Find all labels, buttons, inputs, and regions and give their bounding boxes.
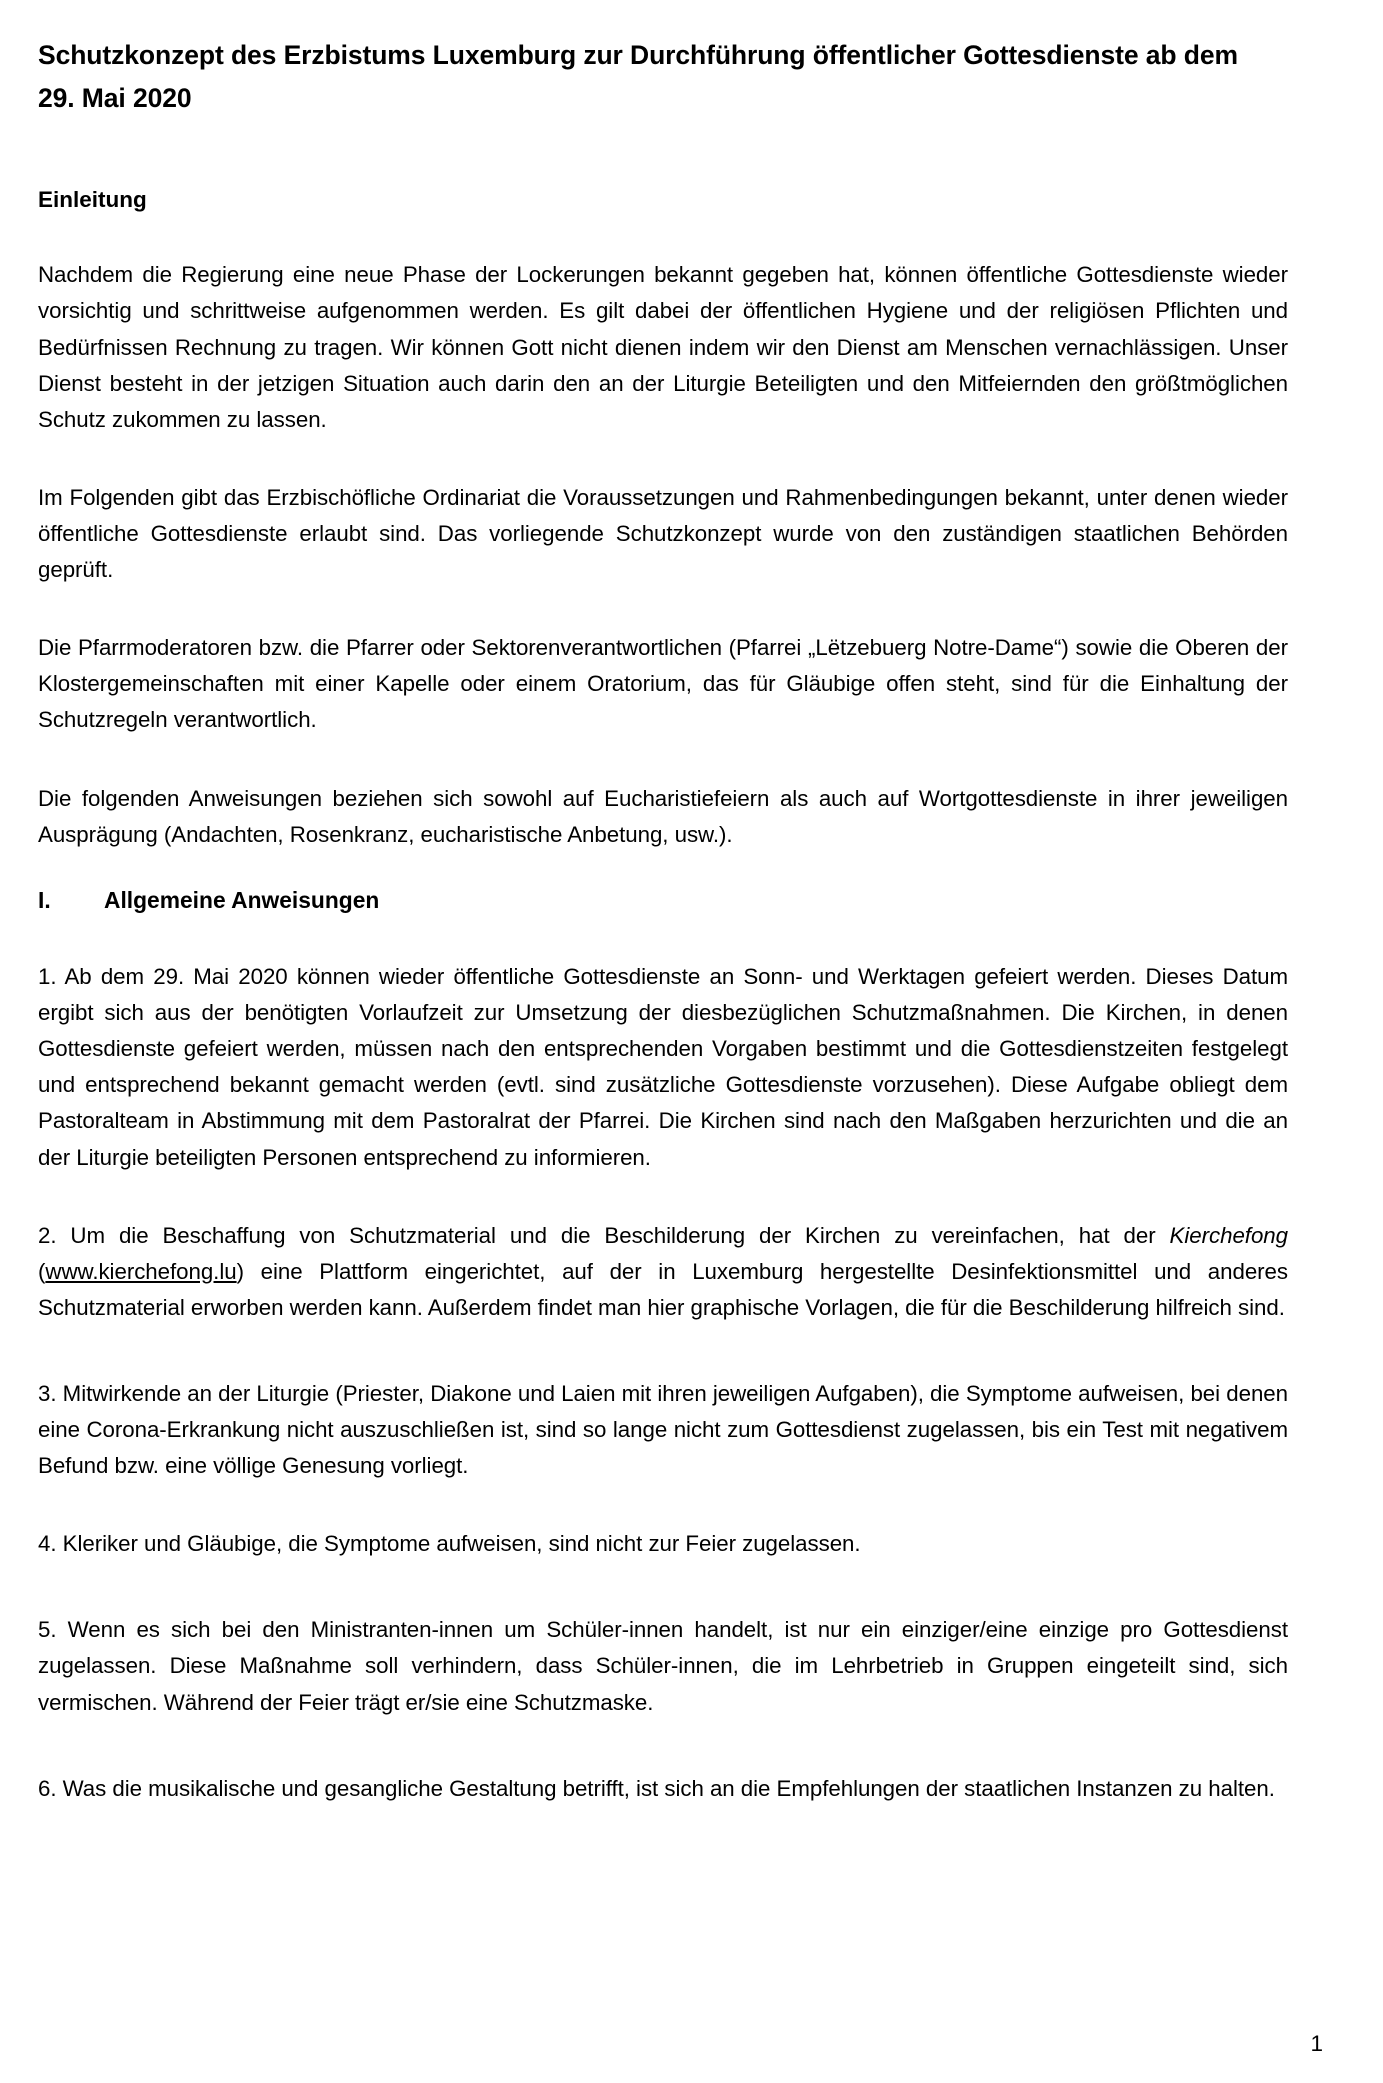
item-2-tail-text: ) eine Plattform eingerichtet, auf der in Luxemburg hergestellte Desinfektionsmittel und anderes Schutzmaterial erworben werden kann. Außerdem findet man hier graphische Vorlagen, die für die Beschilderung hilfreich sind.	[38, 1258, 1288, 1320]
intro-paragraph-4: Die folgenden Anweisungen beziehen sich sowohl auf Eucharistiefeiern als auch auf Wortgottesdienste in ihrer jeweiligen Ausprägung (Andachten, Rosenkranz, eucharistische Anbetung, usw.).	[38, 785, 1288, 847]
intro-paragraph-1: Nachdem die Regierung eine neue Phase der Lockerungen bekannt gegeben hat, können öffentliche Gottesdienste wieder vorsichtig und schrittweise aufgenommen werden. Es gilt dabei der öffentlichen Hygiene und der religiösen Pflichten und Bedürfnissen Rechnung zu tragen. Wir können Gott nicht dienen indem wir den Dienst am Menschen vernachlässigen. Unser Dienst besteht in der jetzigen Situation auch darin den an der Liturgie Beteiligten und den Mitfeiernden den größtmöglichen Schutz zukommen zu lassen.	[38, 262, 1288, 432]
page-title: Schutzkonzept des Erzbistums Luxemburg zur Durchführung öffentlicher Gottesdienste ab dem 29. Mai 2020	[38, 40, 1238, 113]
section-heading-text: Allgemeine Anweisungen	[104, 886, 380, 913]
kierchefong-brand-name: Kierchefong	[1169, 1222, 1288, 1248]
item-2-lead-text: 2. Um die Beschaffung von Schutzmaterial und die Beschilderung der Kirchen zu vereinfachen, hat der	[38, 1222, 1170, 1248]
section-item-1: 1. Ab dem 29. Mai 2020 können wieder öffentliche Gottesdienste an Sonn- und Werktagen gefeiert werden. Dieses Datum ergibt sich aus der benötigten Vorlaufzeit zur Umsetzung der diesbezüglichen Schutzmaßnahmen. Die Kirchen, in denen Gottesdienste gefeiert werden, müssen nach den entsprechenden Vorgaben bestimmt und die Gottesdienstzeiten festgelegt und entsprechend bekannt gemacht werden (evtl. sind zusätzliche Gottesdienste vorzusehen). Diese Aufgabe obliegt dem Pastoralteam in Abstimmung mit dem Pastoralrat der Pfarrei. Die Kirchen sind nach den Maßgaben herzurichten und die an der Liturgie beteiligten Personen entsprechend zu informieren.	[38, 963, 1288, 1170]
page-number: 1	[1310, 2030, 1323, 2056]
section-numeral: I.	[38, 886, 51, 913]
kierchefong-url-link[interactable]: www.kierchefong.lu	[45, 1258, 237, 1284]
section-heading-allgemeine-anweisungen	[38, 883, 1288, 917]
section-heading-einleitung: Einleitung	[38, 186, 147, 212]
item-2-paren-open: (	[38, 1258, 46, 1284]
intro-paragraph-2: Im Folgenden gibt das Erzbischöfliche Ordinariat die Voraussetzungen und Rahmenbedingungen bekannt, unter denen wieder öffentliche Gottesdienste erlaubt sind. Das vorliegende Schutzkonzept wurde von den zuständigen staatlichen Behörden geprüft.	[38, 484, 1288, 583]
section-item-4: 4. Kleriker und Gläubige, die Symptome aufweisen, sind nicht zur Feier zugelassen.	[38, 1531, 861, 1557]
section-item-6: 6. Was die musikalische und gesangliche Gestaltung betrifft, ist sich an die Empfehlungen der staatlichen Instanzen zu halten.	[38, 1775, 1275, 1801]
section-item-5: 5. Wenn es sich bei den Ministranten-innen um Schüler-innen handelt, ist nur ein einziger/eine einzige pro Gottesdienst zugelassen. Diese Maßnahme soll verhindern, dass Schüler-innen, die im Lehrbetrieb in Gruppen eingeteilt sind, sich vermischen. Während der Feier trägt er/sie eine Schutzmaske.	[38, 1617, 1288, 1715]
section-item-2	[38, 1218, 1288, 1326]
section-item-3: 3. Mitwirkende an der Liturgie (Priester, Diakone und Laien mit ihren jeweiligen Aufgaben), die Symptome aufweisen, bei denen eine Corona-Erkrankung nicht auszuschließen ist, sind so lange nicht zum Gottesdienst zugelassen, bis ein Test mit negativem Befund bzw. eine völlige Genesung vorliegt.	[38, 1380, 1288, 1479]
intro-paragraph-3: Die Pfarrmoderatoren bzw. die Pfarrer oder Sektorenverantwortlichen (Pfarrei „Lëtzebuerg Notre-Dame“) sowie die Oberen der Klostergemeinschaften mit einer Kapelle oder einem Oratorium, das für Gläubige offen steht, sind für die Einhaltung der Schutzregeln verantwortlich.	[38, 635, 1288, 733]
